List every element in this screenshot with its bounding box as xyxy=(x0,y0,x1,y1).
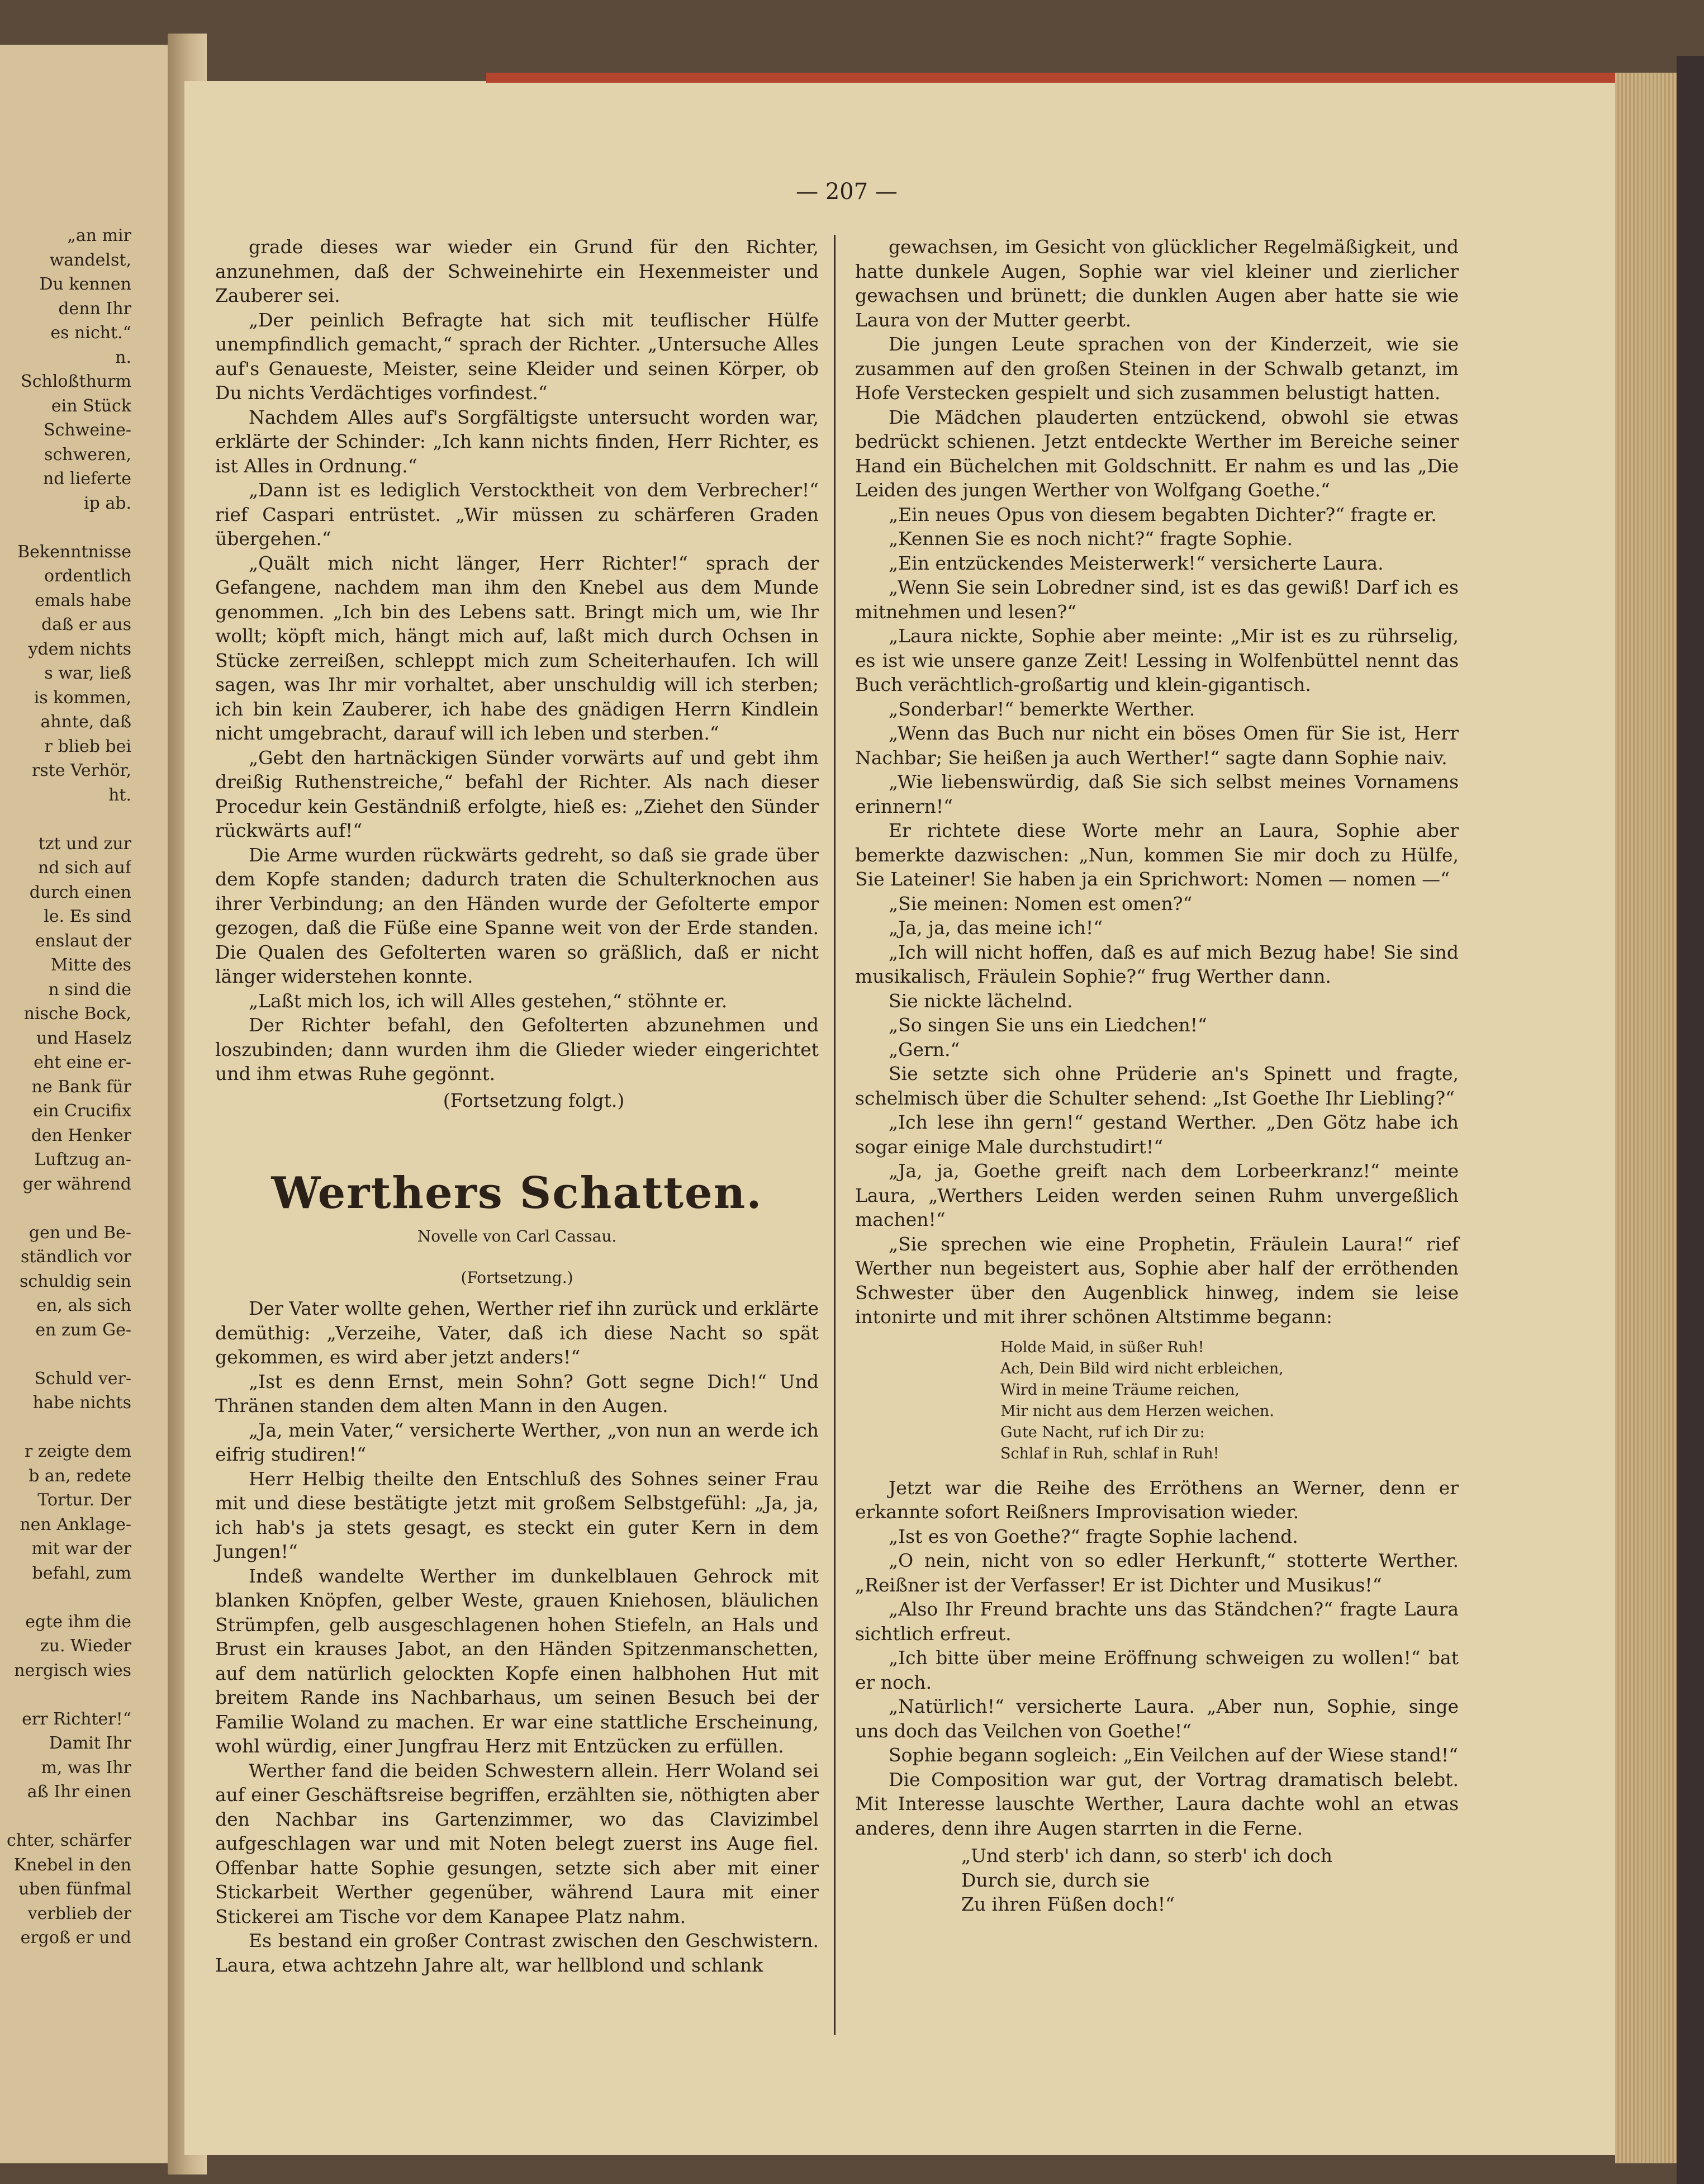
fragment-line: is kommen, xyxy=(34,688,131,708)
fragment-line xyxy=(6,1196,131,1221)
fragment-line: Luftzug an- xyxy=(34,1150,131,1169)
fragment-line: ergoß er und xyxy=(20,1928,131,1948)
continued-note: (Fortsetzung folgt.) xyxy=(443,1089,625,1111)
verse-line: „Und sterb' ich dann, so sterb' ich doch xyxy=(961,1845,1333,1866)
fragment-line: eht eine er- xyxy=(34,1053,131,1072)
fragment-line: Schloßthurm xyxy=(21,372,131,391)
page-top-edge xyxy=(486,73,1621,83)
fragment-line xyxy=(6,1804,131,1829)
fragment-line: emals habe xyxy=(35,590,131,610)
fragment-line: den Henker xyxy=(31,1125,131,1145)
fragment-line: ht. xyxy=(108,785,131,805)
paragraph: „Der peinlich Befragte hat sich mit teuflischer Hülfe unempfindlich gemacht,“ sprach der Richter. „Untersuche Alles auf's Genaueste, Meister, seine Kleider und seinen Körper, ob Du nichts Verdächtiges vorfindest.“ xyxy=(215,309,819,404)
paragraph: „Ein neues Opus von diesem begabten Dichter?“ fragte er. xyxy=(889,503,1437,525)
book-cover xyxy=(1677,56,1704,2184)
fragment-line: r blieb bei xyxy=(44,736,131,756)
paragraph: Die Composition war gut, der Vortrag dramatisch belebt. Mit Interesse lauschte Werther, Laura dachte wohl an etwas anderes, denn ihre Augen starrten in die Ferne. xyxy=(855,1768,1459,1839)
fragment-line: chter, schärfer xyxy=(7,1831,131,1850)
fragment-line: Bekenntnisse xyxy=(17,542,131,562)
verse-line: Durch sie, durch sie xyxy=(961,1869,1150,1891)
fragment-line: wandelst, xyxy=(49,250,131,270)
paragraph: grade dieses war wieder ein Grund für den Richter, anzunehmen, daß der Schweinehirte ein Hexenmeister und Zauberer sei. xyxy=(215,236,819,306)
paragraph: „Ein entzückendes Meisterwerk!“ versicherte Laura. xyxy=(889,552,1384,574)
fragment-line: s war, ließ xyxy=(44,664,131,683)
paragraph: Die Mädchen plauderten entzückend, obwohl sie etwas bedrückt schienen. Jetzt entdeckte Werther im Bereiche seiner Hand ein Büchelchen mit Goldschnitt. Er nahm es und las „Die Leiden des jungen Werther von Wolfgang Goethe.“ xyxy=(855,406,1459,501)
fragment-line: nische Bock, xyxy=(23,1004,131,1024)
paragraph: Herr Helbig theilte den Entschluß des Sohnes seiner Frau mit und diese bestätigte jetzt mit großem Selbstgefühl: „Ja, ja, ich hab's ja stets gesagt, es steckt ein guter Kern in dem Jungen!“ xyxy=(215,1467,819,1562)
fragment-line: enslaut der xyxy=(35,931,131,951)
fragment-line: err Richter!“ xyxy=(22,1709,131,1729)
fragment-line: daß er aus xyxy=(41,615,131,634)
paragraph: gewachsen, im Gesicht von glücklicher Regelmäßigkeit, und hatte dunkele Augen, Sophie war viel kleiner und zierlicher gewachsen und brünett; die dunklen Augen aber hatte sie wie Laura von der Mutter geerbt. xyxy=(855,236,1459,331)
poem xyxy=(1000,1337,1459,1465)
paragraph: Werther fand die beiden Schwestern allein. Herr Woland sei auf einer Geschäftsreise begriffen, erzählten sie, nöthigten aber den Nachbar ins Gartenzimmer, wo das Clavizimbel aufgeschlagen war und mit Noten belegt zuerst ins Auge fiel. Offenbar hatte Sophie gesungen, setzte sich aber mit einer Stickarbeit Werther gegenüber, während Laura mit einer Stickerei am Tische vor dem Kanapee Platz nahm. xyxy=(215,1759,819,1927)
paragraph: „Natürlich!“ versicherte Laura. „Aber nun, Sophie, singe uns doch das Veilchen von Goethe!“ xyxy=(855,1695,1459,1742)
paragraph: „So singen Sie uns ein Liedchen!“ xyxy=(889,1014,1207,1036)
story-title: Werthers Schatten. xyxy=(271,1168,763,1219)
verse-line: Zu ihren Füßen doch!“ xyxy=(961,1893,1175,1915)
fragment-line: aß Ihr einen xyxy=(27,1782,131,1802)
fragment-line: ger während xyxy=(22,1174,131,1194)
fragment-line xyxy=(6,515,131,540)
fragment-line: Tortur. Der xyxy=(37,1490,131,1510)
story-continuation-label: (Fortsetzung.) xyxy=(461,1268,573,1287)
paragraph: „Ist es denn Ernst, mein Sohn? Gott segne Dich!“ Und Thränen standen dem alten Mann in den Augen. xyxy=(215,1370,819,1416)
poem-line: Mir nicht aus dem Herzen weichen. xyxy=(1000,1402,1274,1420)
fragment-line: ydem nichts xyxy=(28,639,131,659)
poem-line: Holde Maid, in süßer Ruh! xyxy=(1000,1338,1204,1356)
fragment-line: zu. Wieder xyxy=(40,1636,131,1656)
fragment-line: „an mir xyxy=(67,226,131,245)
story-text-part-1 xyxy=(215,1296,819,1977)
paragraph: „Ich lese ihn gern!“ gestand Werther. „Den Götz habe ich sogar einige Male durchstudirt!“ xyxy=(855,1111,1459,1158)
paragraph: „Wenn das Buch nur nicht ein böses Omen für Sie ist, Herr Nachbar; Sie heißen ja auch Werther!“ sagte dann Sophie naiv. xyxy=(855,722,1459,769)
paragraph: „Ja, mein Vater,“ versicherte Werther, „von nun an werde ich eifrig studiren!“ xyxy=(215,1419,819,1465)
fragment-line: b an, redete xyxy=(29,1466,131,1486)
fragment-line: und Haselz xyxy=(36,1028,131,1048)
fragment-line: durch einen xyxy=(29,882,131,902)
story-text-part-2 xyxy=(855,235,1459,1329)
fragment-line: ahnte, daß xyxy=(40,712,131,732)
fragment-line: es nicht.“ xyxy=(50,323,131,343)
page-number: — 207 — xyxy=(796,179,898,205)
fragment-line: Mitte des xyxy=(50,955,131,975)
paragraph: „Ja, ja, das meine ich!“ xyxy=(889,917,1103,939)
fragment-line: ne Bank für xyxy=(31,1077,131,1097)
fragment-line: Schweine- xyxy=(44,420,131,440)
fragment-line xyxy=(6,807,131,832)
paragraph: „Wie liebenswürdig, daß Sie sich selbst meines Vornamens erinnern!“ xyxy=(855,771,1459,817)
paragraph: Indeß wandelte Werther im dunkelblauen Gehrock mit blanken Knöpfen, gelber Weste, grauen Kniehosen, bläulichen Strümpfen, gelb ausgeschlagenen hohen Stiefeln, an Hals und Brust ein krauses Jabot, an den Händen Spitzenmanschetten, auf dem natürlich gelockten Kopfe einen halbhohen Hut mit breitem Rande ins Nachbarhaus, um seinen Besuch bei der Familie Woland zu machen. Er war eine stattliche Erscheinung, wohl würdig, einer Jungfrau Herz mit Entzücken zu erfüllen. xyxy=(215,1565,819,1757)
paragraph: Es bestand ein großer Contrast zwischen den Geschwistern. Laura, etwa achtzehn Jahre alt, war hellblond und schlank xyxy=(215,1930,819,1976)
fragment-line: ein Crucifix xyxy=(32,1101,131,1121)
fragment-line: denn Ihr xyxy=(58,299,131,319)
fragment-line: m, was Ihr xyxy=(41,1757,131,1778)
fragment-line: habe nichts xyxy=(32,1393,131,1413)
paragraph: „Wenn Sie sein Lobredner sind, ist es das gewiß! Darf ich es mitnehmen und lesen?“ xyxy=(855,576,1459,623)
paragraph: „O nein, nicht von so edler Herkunft,“ stotterte Werther. „Reißner ist der Verfasser! Er ist Dichter und Musikus!“ xyxy=(855,1550,1459,1596)
fragment-line: Du kennen xyxy=(39,274,131,294)
fragment-line: le. Es sind xyxy=(44,907,131,926)
paragraph: Sie nickte lächelnd. xyxy=(889,989,1073,1012)
paragraph: „Kennen Sie es noch nicht?“ fragte Sophie. xyxy=(889,528,1293,549)
paragraph: Die Arme wurden rückwärts gedreht, so daß sie grade über dem Kopfe standen; dadurch traten die Schulterknochen aus ihrer Verbindung; an den Händen wurde der Gefolterte empor gezogen, daß die Füße eine Spanne weit von der Erde standen. Die Qualen des Gefolterten waren so gräßlich, daß er nicht länger widerstehen konnte. xyxy=(215,844,819,987)
paragraph: Der Vater wollte gehen, Werther rief ihn zurück und erklärte demüthig: „Verzeihe, Vater, daß ich diese Nacht so spät gekommen, es wird aber jetzt anders!“ xyxy=(215,1297,819,1368)
paragraph: Sophie begann sogleich: „Ein Veilchen auf der Wiese stand!“ xyxy=(889,1744,1459,1766)
paragraph: „Sie sprechen wie eine Prophetin, Fräulein Laura!“ rief Werther nun begeistert aus, Sophie aber half der erröthenden Schwester über den Augenblick hinweg, indem sie leise intonirte und mit ihrer schönen Altstimme begann: xyxy=(855,1233,1459,1328)
fragment-line: verblieb der xyxy=(27,1903,131,1924)
fragment-line: mit war der xyxy=(31,1539,131,1558)
fragment-line: nd sich auf xyxy=(37,858,131,878)
fragment-line xyxy=(6,1585,131,1610)
paragraph: „Gern.“ xyxy=(889,1038,960,1060)
paragraph: „Also Ihr Freund brachte uns das Ständchen?“ fragte Laura sichtlich erfreut. xyxy=(855,1598,1459,1645)
paragraph: Er richtete diese Worte mehr an Laura, Sophie aber bemerkte dazwischen: „Nun, kommen Sie mir doch zu Hülfe, Sie Lateiner! Sie haben ja ein Sprichwort: Nomen — nomen —“ xyxy=(855,819,1459,890)
fragment-line xyxy=(6,1683,131,1707)
paragraph: „Ist es von Goethe?“ fragte Sophie lachend. xyxy=(889,1525,1298,1547)
paragraph: Nachdem Alles auf's Sorgfältigste untersucht worden war, erklärte der Schinder: „Ich kann nichts finden, Herr Richter, es ist Alles in Ordnung.“ xyxy=(215,406,819,477)
fragment-line: uben fünfmal xyxy=(18,1879,131,1899)
fragment-line: schweren, xyxy=(44,444,131,465)
story-byline: Novelle von Carl Cassau. xyxy=(417,1227,617,1245)
paragraph: „Sonderbar!“ bemerkte Werther. xyxy=(889,698,1195,720)
fragment-line: ständlich vor xyxy=(20,1247,131,1267)
fragment-line: Damit Ihr xyxy=(49,1733,131,1753)
paragraph: „Dann ist es lediglich Verstocktheit von dem Verbrecher!“ rief Caspari entrüstet. „Wir müssen zu schärferen Graden übergehen.“ xyxy=(215,479,819,549)
paragraph: Sie setzte sich ohne Prüderie an's Spinett und fragte, schelmisch über die Schulter sehend: „Ist Goethe Ihr Liebling?“ xyxy=(855,1063,1459,1109)
fragment-line: ip ab. xyxy=(84,493,131,513)
fragment-line: en, als sich xyxy=(36,1296,131,1315)
fragment-line: nergisch wies xyxy=(14,1660,131,1680)
column-left xyxy=(215,235,819,1977)
page-edges xyxy=(1615,73,1677,2163)
poem-line: Gute Nacht, ruf ich Dir zu: xyxy=(1000,1423,1205,1441)
fragment-line: egte ihm die xyxy=(25,1612,131,1632)
paragraph: Der Richter befahl, den Gefolterten abzunehmen und loszubinden; dann wurden ihm die Glieder wieder eingerichtet und ihm etwas Ruhe gegönnt. xyxy=(215,1014,819,1084)
song-verse xyxy=(961,1844,1459,1917)
paragraph: „Sie meinen: Nomen est omen?“ xyxy=(889,892,1193,915)
fragment-line: Knebel in den xyxy=(13,1855,131,1875)
fragment-line: nen Anklage- xyxy=(20,1514,131,1534)
paragraph: „Ich will nicht hoffen, daß es auf mich Bezug habe! Sie sind musikalisch, Fräulein Sophie?“ frug Werther dann. xyxy=(855,941,1459,987)
poem-line: Schlaf in Ruh, schlaf in Ruh! xyxy=(1000,1444,1219,1462)
paragraph: „Ja, ja, Goethe greift nach dem Lorbeerkranz!“ meinte Laura, „Werthers Leiden werden seinen Ruhm unvergeßlich machen!“ xyxy=(855,1160,1459,1230)
paragraph: Die jungen Leute sprachen von der Kinderzeit, wie sie zusammen auf den großen Steinen in der Schwalb getanzt, im Hofe Verstecken gespielt und sich zusammen belustigt hatten. xyxy=(855,333,1459,404)
column-divider xyxy=(834,235,836,2035)
fragment-line: ein Stück xyxy=(51,396,131,416)
story-text-part-3 xyxy=(855,1476,1459,1841)
paragraph: „Laßt mich los, ich will Alles gestehen,“ stöhnte er. xyxy=(249,989,728,1012)
fragment-line: n sind die xyxy=(48,979,131,999)
fragment-line: Schuld ver- xyxy=(34,1368,131,1389)
poem-line: Ach, Dein Bild wird nicht erbleichen, xyxy=(1000,1359,1284,1377)
fragment-line xyxy=(6,1342,131,1367)
column-right xyxy=(855,235,1459,1917)
fragment-line: en zum Ge- xyxy=(35,1320,131,1340)
fragment-line: tzt und zur xyxy=(38,833,131,854)
fragment-line: ordentlich xyxy=(44,566,131,586)
torture-story-text xyxy=(215,235,819,1086)
fragment-line: schuldig sein xyxy=(19,1271,131,1291)
paragraph: „Gebt den hartnäckigen Sünder vorwärts auf und gebt ihm dreißig Ruthenstreiche,“ befahl der Richter. Als nach dieser Procedur kein Geständniß erfolgte, hieß es: „Ziehet den Sünder rückwärts auf!“ xyxy=(215,746,819,841)
fragment-line: befahl, zum xyxy=(32,1563,131,1583)
fragment-line: r zeigte dem xyxy=(25,1442,131,1461)
paragraph: „Laura nickte, Sophie aber meinte: „Mir ist es zu rührselig, es ist wie unsere ganze Zeit! Lessing in Wolfenbüttel nennt das Buch verächtlich-großartig und klein-gigantisch. xyxy=(855,625,1459,695)
fragment-line: rste Verhör, xyxy=(31,761,131,780)
paragraph: „Ich bitte über meine Eröffnung schweigen zu wollen!“ bat er noch. xyxy=(855,1647,1459,1693)
fragment-line xyxy=(6,1415,131,1440)
left-page-text-fragments xyxy=(6,224,131,1950)
paragraph: „Quält mich nicht länger, Herr Richter!“ sprach der Gefangene, nachdem man ihm den Knebel aus dem Munde genommen. „Ich bin des Lebens satt. Bringt mich um, wie Ihr wollt; köpft mich, hängt mich auf, laßt mich durch Ochsen in Stücke zerreißen, schleppt mich zum Scheiterhaufen. Ich will sagen, was Ihr mir vorhaltet, aber unschuldig will ich sterben; ich bin kein Zauberer, ich habe des gnädigen Herrn Kindlein nicht umgebracht, darauf will ich leben und sterben.“ xyxy=(215,552,819,744)
fragment-line: n. xyxy=(115,347,131,367)
fragment-line: nd lieferte xyxy=(42,469,131,489)
paragraph: Jetzt war die Reihe des Erröthens an Werner, denn er erkannte sofort Reißners Improvisation wieder. xyxy=(855,1476,1459,1523)
poem-line: Wird in meine Träume reichen, xyxy=(1000,1381,1240,1399)
fragment-line: gen und Be- xyxy=(29,1223,131,1243)
